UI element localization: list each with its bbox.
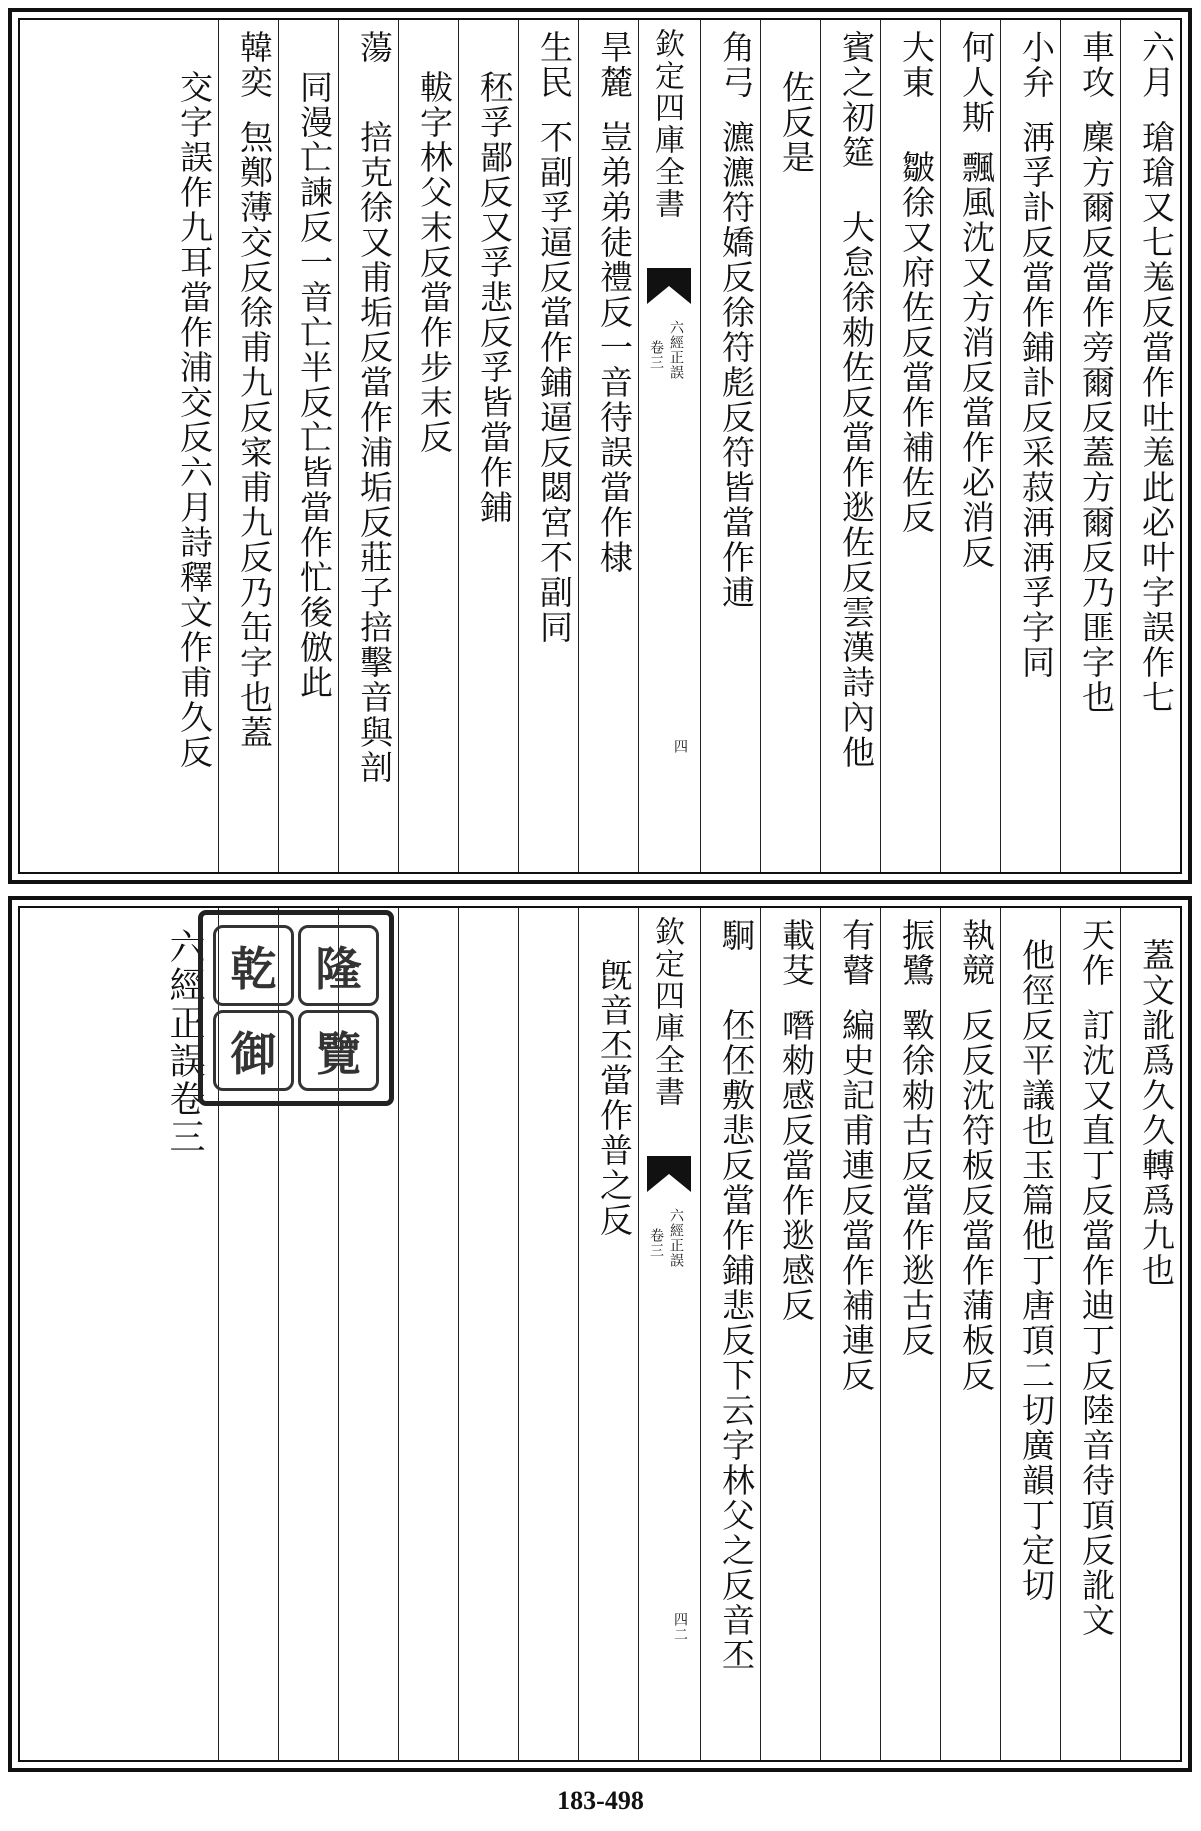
column-body: 䴢方爾反當作旁爾反蓋方爾反乃匪字也 <box>1077 120 1116 715</box>
column-body: 編史記甫連反當作補連反 <box>837 1008 876 1393</box>
seal-cell <box>298 1010 379 1091</box>
text-column <box>518 908 578 1760</box>
column-head: 執競 <box>957 918 996 988</box>
volume-label: 卷三 <box>648 1228 664 1258</box>
seal-cell <box>213 925 294 1006</box>
column-body: 掊克徐又甫垢反當作浦垢反莊子掊擊音與剖 <box>355 120 394 785</box>
text-column <box>458 20 518 872</box>
collection-title: 欽定四庫全書 <box>649 916 684 1108</box>
lower-folio-frame <box>18 906 1182 1762</box>
column-head: 韓奕 <box>235 30 274 100</box>
text-column <box>1060 908 1120 1760</box>
volume-end-title: 六經正誤卷三 <box>164 928 205 1156</box>
column-head: 天作 <box>1077 918 1116 988</box>
column-head: 賓之初筵 <box>837 30 876 170</box>
text-column <box>760 20 820 872</box>
seal-grid <box>213 925 379 1091</box>
column-body: 反反沈符板反當作蒲板反 <box>957 1008 996 1393</box>
column-body: 軷字林父末反當作步末反 <box>415 70 454 455</box>
seal-cell <box>213 1010 294 1091</box>
column-head: 大東 <box>897 30 936 100</box>
center-fold-column <box>638 20 700 872</box>
text-column <box>820 20 880 872</box>
text-column <box>700 20 760 872</box>
page-reference: 183-498 <box>557 1786 644 1815</box>
text-column <box>820 908 880 1760</box>
column-body: 蓋文訛爲久久轉爲九也 <box>1137 938 1176 1288</box>
column-head: 有瞽 <box>837 918 876 988</box>
column-head: 駉 <box>717 918 756 953</box>
column-head: 小弁 <box>1017 30 1056 100</box>
column-head: 車攻 <box>1077 30 1116 100</box>
upper-folio <box>8 8 1192 884</box>
column-head: 旱麓 <box>595 30 634 100</box>
column-body: 瀌瀌符嬌反徐符彪反符皆當作逋 <box>717 120 756 610</box>
seal-cell <box>298 925 379 1006</box>
column-body: 斁徐勑古反當作逖古反 <box>897 1008 936 1358</box>
text-column <box>940 20 1000 872</box>
column-body: 旣音丕當作普之反 <box>595 958 634 1238</box>
seal-char: 御 <box>230 1026 277 1081</box>
seal-char: 覽 <box>315 1026 362 1081</box>
text-column <box>1060 20 1120 872</box>
column-head: 載芟 <box>777 918 816 988</box>
seal-char: 隆 <box>315 941 362 996</box>
column-head: 振鷺 <box>897 918 936 988</box>
text-column <box>278 20 338 872</box>
column-body: 不副孚逼反當作鋪逼反閟宮不副同 <box>535 120 574 645</box>
text-column <box>1120 908 1180 1760</box>
collection-title: 欽定四庫全書 <box>649 28 684 220</box>
text-column <box>218 20 278 872</box>
column-head: 佐反是 <box>777 70 816 175</box>
column-body: 瑲瑲又七羗反當作吐羗此必叶字誤作七 <box>1137 120 1176 715</box>
column-body: 交字誤作九耳當作浦交反六月詩釋文作甫久反 <box>175 70 214 770</box>
column-body: 皺徐又府佐反當作補佐反 <box>897 150 936 535</box>
seal-char: 乾 <box>230 941 277 996</box>
text-column <box>20 20 218 872</box>
folio-number: 四 <box>672 739 688 754</box>
text-column <box>880 908 940 1760</box>
text-column <box>1120 20 1180 872</box>
column-body: 豈弟弟徒禮反一音待誤當作棣 <box>595 120 634 575</box>
upper-folio-frame <box>18 18 1182 874</box>
column-body: 噆勑感反當作逖感反 <box>777 1008 816 1323</box>
fishtail-ornament-icon <box>647 268 691 304</box>
text-column <box>398 908 458 1760</box>
text-column <box>458 908 518 1760</box>
text-column <box>760 908 820 1760</box>
column-head: 角弓 <box>717 30 756 100</box>
column-body: 大怠徐勑佐反當作逖佐反雲漢詩內他 <box>837 210 876 770</box>
folio-number: 四二 <box>672 1612 688 1642</box>
book-title: 六經正誤 <box>668 320 684 380</box>
column-body: 他徑反平議也玉篇他丁唐頂二切廣韻丁定切 <box>1017 938 1056 1603</box>
column-body: 同漫亡諫反一音亡半反亡皆當作忙後倣此 <box>295 70 334 700</box>
column-body: 訂沈又直丁反當作迪丁反陸音待頂反訛文 <box>1077 1008 1116 1638</box>
column-body: 伾伾敷悲反當作鋪悲反下云字林父之反音丕 <box>717 1008 756 1673</box>
text-column <box>880 20 940 872</box>
center-fold-column <box>638 908 700 1760</box>
imperial-seal-icon <box>198 910 394 1106</box>
text-column <box>398 20 458 872</box>
lower-folio <box>8 896 1192 1772</box>
column-head: 六月 <box>1137 30 1176 100</box>
text-column <box>940 908 1000 1760</box>
column-head: 何人斯 <box>957 30 996 135</box>
text-column <box>578 20 638 872</box>
column-head: 生民 <box>535 30 574 100</box>
column-body: 洅孚訃反當作鋪訃反采菽洅洅孚字同 <box>1017 120 1056 680</box>
column-body: 炰鄭薄交反徐甫九反寀甫九反乃缶字也蓋 <box>235 120 274 750</box>
text-column <box>338 20 398 872</box>
text-column <box>700 908 760 1760</box>
text-column <box>1000 908 1060 1760</box>
column-body: 飄風沈又方消反當作必消反 <box>957 150 996 570</box>
book-title: 六經正誤 <box>668 1208 684 1268</box>
column-body: 秠孚鄙反又孚悲反孚皆當作鋪 <box>475 70 514 525</box>
text-column <box>20 908 218 1760</box>
text-column <box>578 908 638 1760</box>
text-column <box>518 20 578 872</box>
column-head: 蕩 <box>355 30 394 65</box>
volume-label: 卷三 <box>648 340 664 370</box>
text-column <box>1000 20 1060 872</box>
fishtail-ornament-icon <box>647 1156 691 1192</box>
